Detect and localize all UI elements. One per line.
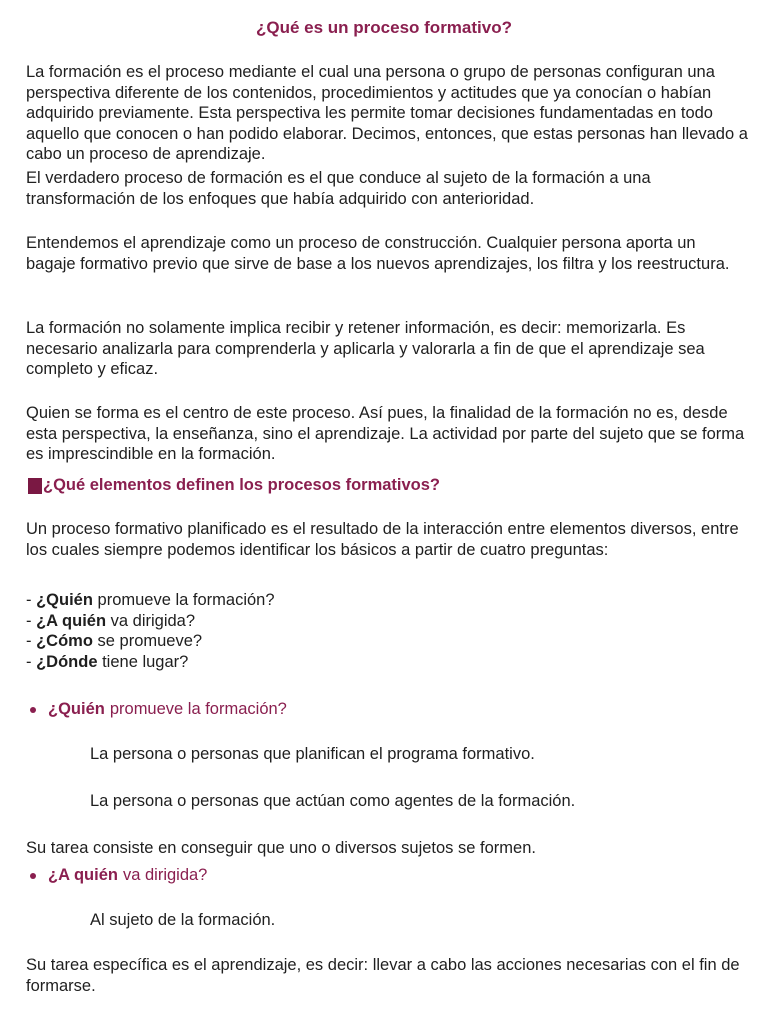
list-item: - ¿A quién va dirigida? (26, 611, 196, 630)
a-quien-item-sujeto: Al sujeto de la formación. (90, 911, 276, 929)
paragraph-su-tarea: Su tarea consiste en conseguir que uno o diversos sujetos se formen. (26, 839, 536, 857)
paragraph-centro-proceso: Quien se forma es el centro de este proceso. Así pues, la finalidad de la formación no es, desde esta perspectiva, la enseñanza, sino el aprendizaje. La actividad por parte del sujeto que se forma es imprescindible en la formación. (26, 404, 745, 463)
square-bullet-icon (28, 478, 42, 494)
paragraph-proceso-planificado: Un proceso formativo planificado es el resultado de la interacción entre elementos diversos, entre los cuales siempre podemos identificar los básicos a partir de cuatro preguntas: (26, 520, 739, 559)
paragraph-aprendizaje: Entendemos el aprendizaje como un proceso de construcción. Cualquier persona aporta un bagaje formativo previo que sirve de base a los nuevos aprendizajes, los filtra y los reestructura. (26, 234, 730, 273)
paragraph-verdadero-proceso: El verdadero proceso de formación es el que conduce al sujeto de la formación a una transformación de los enfoques que había adquirido con anterioridad. (26, 169, 651, 208)
list-item: - ¿Dónde tiene lugar? (26, 652, 189, 671)
bullet-dot-icon (30, 707, 36, 713)
bullet-dot-icon (30, 873, 36, 879)
paragraph-formacion: La formación es el proceso mediante el cual una persona o grupo de personas configuran una perspectiva diferente de los contenidos, procedimientos y actitudes que ya conocían o habían adquirido previamente. Esta perspectiva les permite tomar decisiones fundamentadas en todo aquello que conocen o han podido elaborar. Decimos, entonces, que estas personas han llevado a cabo un proceso de aprendizaje. (26, 63, 748, 163)
paragraph-memorizar: La formación no solamente implica recibir y retener información, es decir: memorizarla. Es necesario analizarla para comprenderla y aplicarla y valorarla a fin de que el aprendizaje sea completo y eficaz. (26, 319, 705, 378)
quien-item-agentes: La persona o personas que actúan como agentes de la formación. (90, 792, 576, 810)
section-heading-text: ¿Qué elementos definen los procesos formativos? (43, 476, 441, 494)
page-title: ¿Qué es un proceso formativo? (256, 18, 512, 37)
list-item: - ¿Cómo se promueve? (26, 632, 203, 650)
bullet-quien: ¿Quién promueve la formación? (26, 700, 748, 719)
questions-list (26, 590, 748, 672)
paragraph-tarea-especifica: Su tarea específica es el aprendizaje, es decir: llevar a cabo las acciones necesarias con el fin de formarse. (26, 956, 740, 995)
section-heading (28, 476, 748, 495)
quien-item-planifican: La persona o personas que planifican el programa formativo. (90, 745, 535, 763)
list-item: - ¿Quién promueve la formación? (26, 591, 275, 609)
bullet-a-quien: ¿A quién va dirigida? (26, 866, 748, 885)
